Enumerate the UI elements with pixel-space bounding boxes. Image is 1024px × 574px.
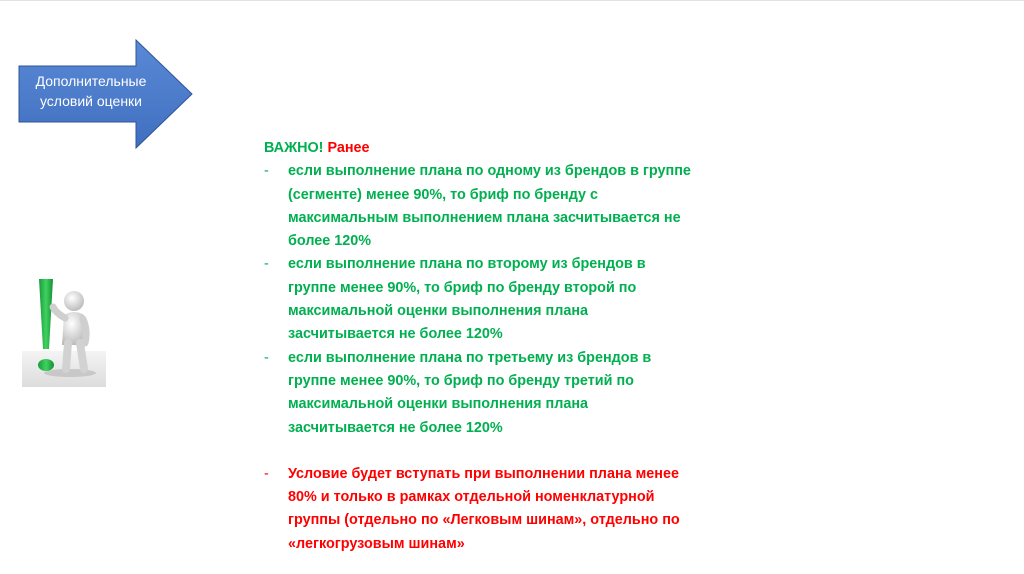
conditions-arrow-callout bbox=[18, 39, 194, 149]
list-item-line: максимальным выполнением плана засчитывается не bbox=[288, 209, 681, 226]
arrow-label-line-1: Дополнительные bbox=[35, 73, 147, 89]
list-item bbox=[264, 347, 784, 440]
spacer bbox=[264, 440, 784, 463]
condition-line: 80% и только в рамках отдельной номенклатурной bbox=[288, 489, 655, 506]
list-item-line: группе менее 90%, то бриф по бренду второй по bbox=[288, 279, 637, 296]
list-item-line: более 120% bbox=[288, 233, 372, 250]
list-item-line: засчитывается не более 120% bbox=[288, 326, 503, 343]
conditions-text-block bbox=[264, 137, 784, 556]
list-item-line: засчитывается не более 120% bbox=[288, 419, 503, 436]
list-item bbox=[264, 253, 784, 346]
arrow-label-line-2: условий оценки bbox=[39, 93, 143, 109]
list-item-line: если выполнение плана по одному из брендов в группе bbox=[288, 163, 691, 180]
list-item-line: если выполнение плана по второму из брендов в bbox=[288, 256, 646, 273]
list-item-line: максимальной оценки выполнения плана bbox=[288, 303, 589, 320]
bullet-dash: - bbox=[264, 163, 269, 180]
bullet-dash: - bbox=[264, 256, 269, 273]
condition-item bbox=[264, 463, 784, 556]
arrow-callout-label bbox=[18, 71, 164, 111]
important-heading bbox=[264, 137, 784, 160]
list-item-line: (сегменте) менее 90%, то бриф по бренду с bbox=[288, 186, 599, 203]
condition-line: «легкогрузовым шинам» bbox=[288, 535, 465, 552]
condition-line: группы (отдельно по «Легковым шинам», отдельно по bbox=[288, 512, 680, 529]
important-label: ВАЖНО! bbox=[264, 140, 324, 156]
list-item-line: группе менее 90%, то бриф по бренду третий по bbox=[288, 372, 634, 389]
bullet-dash: - bbox=[264, 465, 269, 482]
previously-label: Ранее bbox=[327, 140, 370, 156]
list-item bbox=[264, 160, 784, 253]
list-item-line: максимальной оценки выполнения плана bbox=[288, 396, 589, 413]
bullet-dash: - bbox=[264, 349, 269, 366]
condition-line: Условие будет вступать при выполнении плана менее bbox=[288, 465, 679, 482]
list-item-line: если выполнение плана по третьему из брендов в bbox=[288, 349, 652, 366]
exclamation-person-icon bbox=[22, 269, 106, 387]
